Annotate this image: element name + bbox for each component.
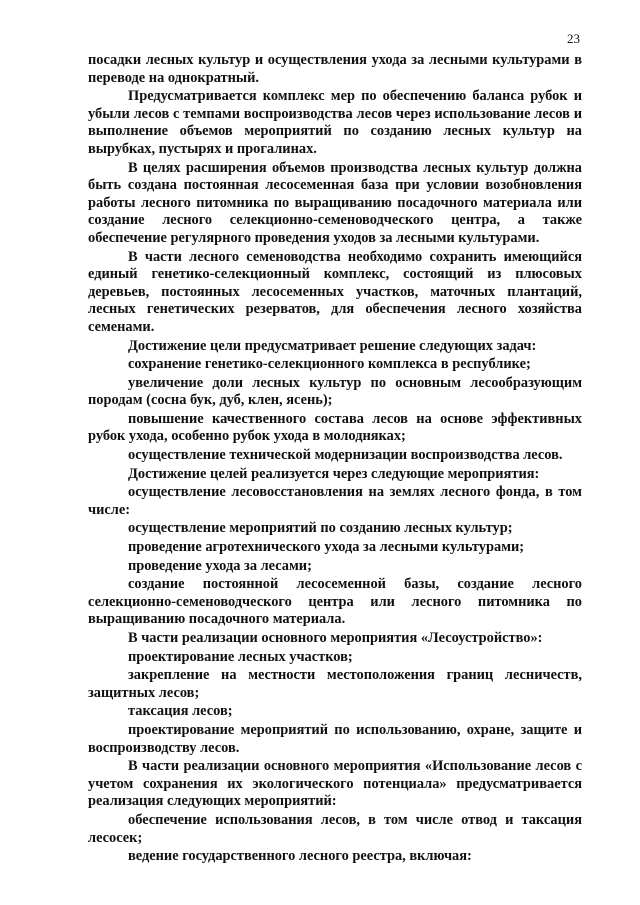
paragraph: В части лесного семеноводства необходимо сохранить имеющийся единый генетико-селекционный комплекс, состоящий из плюсовых деревьев, постоянных лесосеменных участков, маточных плантаций, лесных генетических резерватов, для обеспечения лесного хозяйства семенами. — [88, 248, 582, 335]
paragraph: Достижение целей реализуется через следующие мероприятия: — [128, 465, 540, 482]
paragraph: посадки лесных культур и осуществления ухода за лесными культурами в переводе на однократный. — [88, 52, 582, 86]
list-item: проектирование лесных участков; — [128, 648, 353, 665]
list-item: закрепление на местности местоположения границ лесничеств, защитных лесов; — [88, 667, 582, 701]
list-item: обеспечение использования лесов, в том числе отвод и таксация лесосек; — [88, 811, 582, 846]
paragraph: В части реализации основного мероприятия «Использование лесов с учетом сохранения их экологического потенциала» предусматривается реализация следующих мероприятий: — [88, 758, 582, 810]
paragraph: В части реализации основного мероприятия «Лесоустройство»: — [128, 630, 543, 646]
list-item: создание постоянной лесосеменной базы, создание лесного селекционно-семеноводческого центра или лесного питомника по выращиванию посадочного материала. — [88, 576, 582, 628]
paragraph: Достижение цели предусматривает решение следующих задач: — [128, 337, 537, 354]
paragraph: Предусматривается комплекс мер по обеспечению баланса рубок и убыли лесов с темпами воспроизводства лесов через использование лесов и выполнение объемов мероприятий по созданию лесных культур на вырубках, пустырях и прогалинах. — [88, 88, 582, 157]
list-item: проведение ухода за лесами; — [128, 557, 312, 574]
list-item: повышение качественного состава лесов на основе эффективных рубок ухода, особенно рубок ухода в молодняках; — [88, 410, 582, 445]
list-item: сохранение генетико-селекционного комплекса в республике; — [128, 356, 531, 373]
page-number: 23 — [567, 31, 580, 46]
list-item: осуществление технической модернизации воспроизводства лесов. — [128, 447, 563, 464]
list-item: проектирование мероприятий по использованию, охране, защите и воспроизводству лесов. — [88, 721, 582, 756]
list-item: осуществление лесовосстановления на землях лесного фонда, в том числе: — [88, 484, 582, 518]
paragraph: В целях расширения объемов производства лесных культур должна быть создана постоянная лесосеменная база при условии возобновления работы лесного питомника по выращиванию посадочного материала или создание лесного селекционно-семеноводческого центра, а также обеспечение регулярного проведения уходов за лесными культурами. — [88, 159, 582, 246]
list-item: ведение государственного лесного реестра, включая: — [128, 848, 472, 865]
list-item: таксация лесов; — [128, 703, 233, 720]
list-item: осуществление мероприятий по созданию лесных культур; — [128, 520, 513, 537]
document-body — [88, 52, 582, 867]
list-item: проведение агротехнического ухода за лесными культурами; — [128, 539, 525, 556]
list-item: увеличение доли лесных культур по основным лесообразующим породам (сосна бук, дуб, клен, ясень); — [88, 374, 582, 409]
